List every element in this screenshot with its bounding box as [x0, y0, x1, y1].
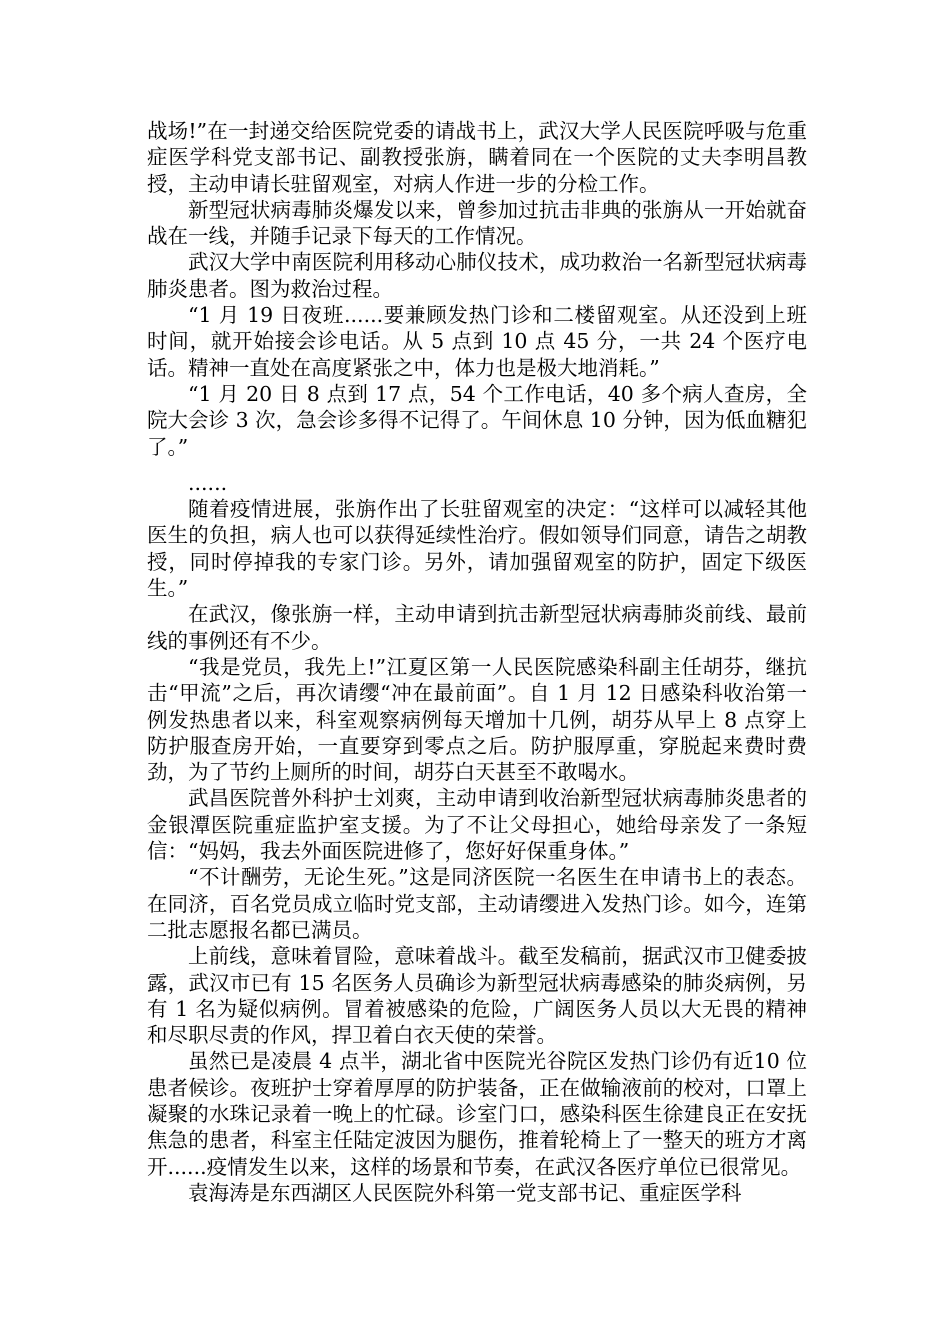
- paragraph: “1 月 19 日夜班......要兼顾发热门诊和二楼留观室。从还没到上班时间，就开始接会诊电话。从 5 点到 10 点 45 分，一共 24 个医疗电话。精神一直处在高度紧张之中，体力也是极大地消耗。”: [147, 303, 807, 380]
- paragraph-continuation: 战场!”在一封递交给医院党委的请战书上，武汉大学人民医院呼吸与危重症医学科党支部书记、副教授张旃，瞒着同在一个医院的丈夫李明昌教授，主动申请长驻留观室，对病人作进一步的分检工作。: [147, 119, 807, 196]
- paragraph: 上前线，意味着冒险，意味着战斗。截至发稿前，据武汉市卫健委披露，武汉市已有 15 名医务人员确诊为新型冠状病毒感染的肺炎病例，另有 1 名为疑似病例。冒着被感染的危险，广阔医务人员以大无畏的精神和尽职尽责的作风，捍卫着白衣天使的荣誉。: [147, 944, 807, 1048]
- paragraph: 新型冠状病毒肺炎爆发以来，曾参加过抗击非典的张旃从一开始就奋战在一线，并随手记录下每天的工作情况。: [147, 197, 807, 249]
- paragraph: 在武汉，像张旃一样，主动申请到抗击新型冠状病毒肺炎前线、最前线的事例还有不少。: [147, 602, 807, 653]
- ellipsis-line: ......: [188, 470, 228, 495]
- paragraph: “我是党员，我先上!”江夏区第一人民医院感染科副主任胡芬，继抗击“甲流”之后，再次请缨“冲在最前面”。自 1 月 12 日感染科收治第一例发热患者以来，科室观察病例每天增加十几例，胡芬从早上 8 点穿上防护服查房开始，一直要穿到零点之后。防护服厚重，穿脱起来费时费劲，为了节约上厕所的时间，胡芬白天甚至不敢喝水。: [147, 654, 807, 785]
- paragraph: “不计酬劳，无论生死。”这是同济医院一名医生在申请书上的表态。在同济，百名党员成立临时党支部，主动请缨进入发热门诊。如今，连第二批志愿报名都已满员。: [147, 865, 807, 942]
- paragraph: “1 月 20 日 8 点到 17 点，54 个工作电话，40 多个病人查房，全院大会诊 3 次，急会诊多得不记得了。午间休息 10 分钟，因为低血糖犯了。”: [147, 381, 807, 459]
- paragraph: 袁海涛是东西湖区人民医院外科第一党支部书记、重症医学科: [188, 1180, 742, 1205]
- document-body: [147, 118, 807, 1206]
- paragraph: 武汉大学中南医院利用移动心肺仪技术，成功救治一名新型冠状病毒肺炎患者。图为救治过程。: [147, 250, 807, 301]
- paragraph: 武昌医院普外科护士刘爽，主动申请到收治新型冠状病毒肺炎患者的金银潭医院重症监护室支援。为了不让父母担心，她给母亲发了一条短信：“妈妈，我去外面医院进修了，您好好保重身体。”: [147, 786, 807, 864]
- paragraph: 随着疫情进展，张旃作出了长驻留观室的决定：“这样可以减轻其他医生的负担，病人也可以获得延续性治疗。假如领导们同意，请告之胡教授，同时停掉我的专家门诊。另外，请加强留观室的防护，固定下级医生。”: [147, 497, 807, 601]
- paragraph: 虽然已是凌晨 4 点半，湖北省中医院光谷院区发热门诊仍有近10 位患者候诊。夜班护士穿着厚厚的防护装备，正在做输液前的校对，口罩上凝聚的水珠记录着一晚上的忙碌。诊室门口，感染科医生徐建良正在安抚焦急的患者，科室主任陆定波因为腿伤，推着轮椅上了一整天的班方才离开......疫情发生以来，这样的场景和节奏，在武汉各医疗单位已很常见。: [147, 1049, 807, 1179]
- spacer: [147, 460, 807, 470]
